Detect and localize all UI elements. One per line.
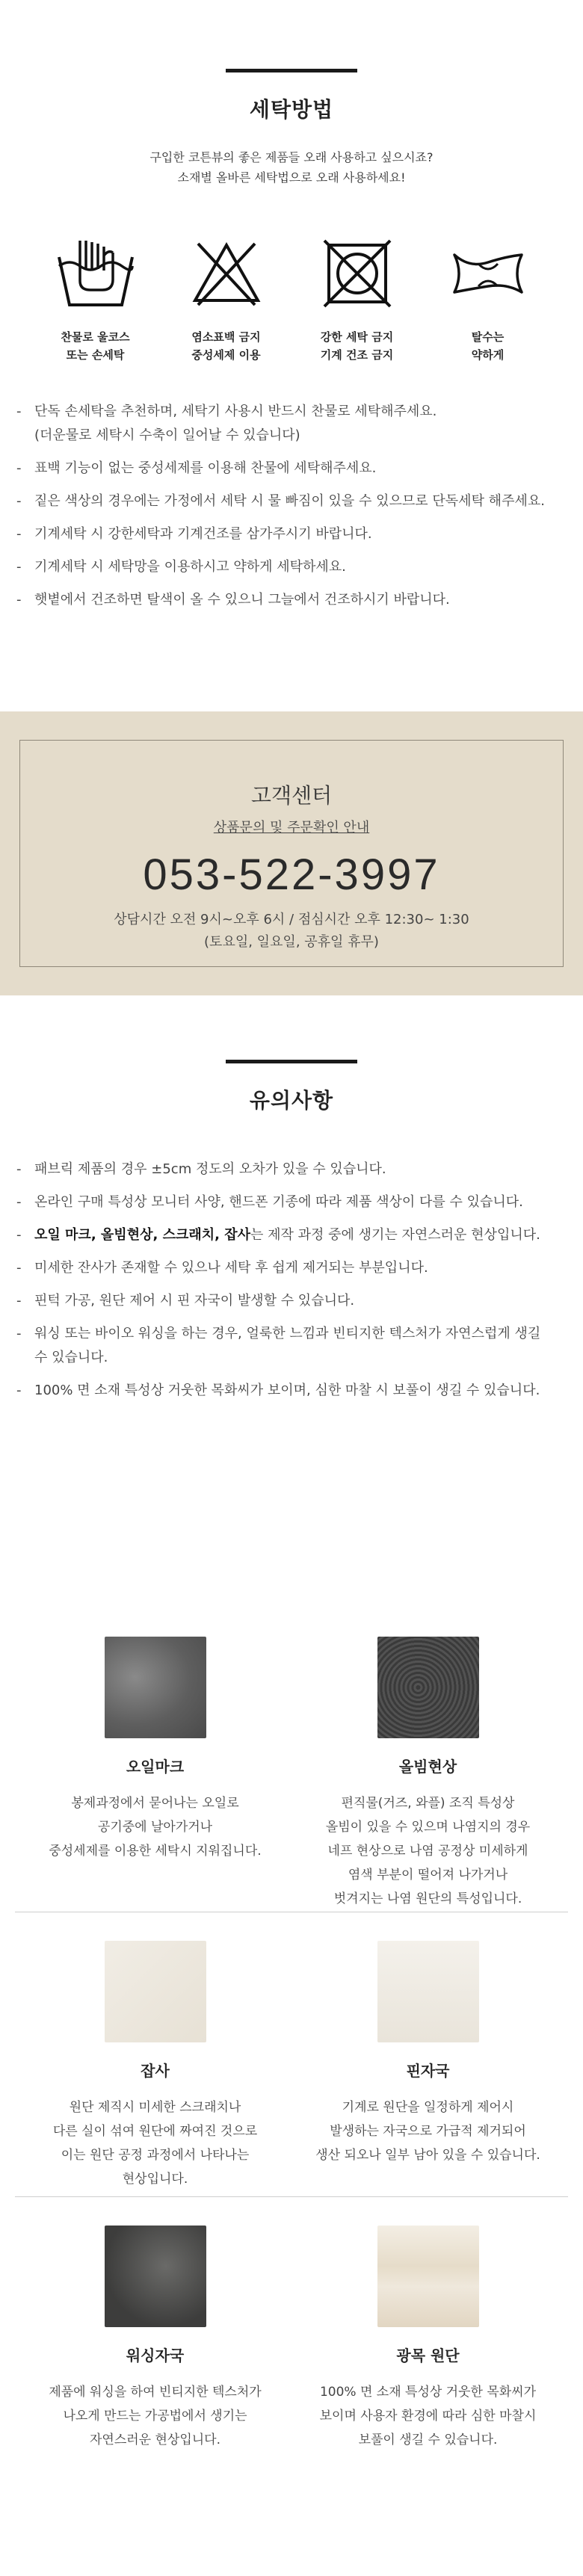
stray-thread-photo (105, 1941, 206, 2042)
pin-mark-photo (377, 1941, 479, 2042)
note-bullet: - 핀턱 가공, 원단 제어 시 핀 자국이 발생할 수 있습니다. (13, 1289, 552, 1313)
washing-mark-photo (105, 2226, 206, 2327)
no-tumble-dry-icon (320, 236, 395, 311)
wash-icon-caption: 중성세제 이용 (191, 348, 261, 362)
section-divider-bar (226, 69, 357, 72)
gallery-item-title: 잡사 (141, 2062, 170, 2080)
wash-icon-item (40, 232, 152, 364)
wash-bullet: - 표백 기능이 없는 중성세제를 이용해 찬물에 세탁해주세요. (13, 457, 552, 481)
gallery-item: 잡사 원단 제직시 미세한 스크래치나 다른 실이 섞여 원단에 짜여진 것으로 이는 원단 공정 과정에서 나타나는 현상입니다. (19, 1941, 292, 2196)
gallery-item-title: 광목 원단 (396, 2347, 460, 2365)
wash-intro-line: 소재별 올바른 세탁법으로 오래 사용하세요! (177, 170, 406, 185)
wash-icon-caption: 찬물로 울코스 (61, 330, 130, 344)
wash-intro (0, 147, 583, 188)
inquiry-link[interactable]: 상품문의 및 주문확인 안내 (213, 820, 370, 835)
wash-intro-line: 구입한 코튼뷰의 좋은 제품들 오래 사용하고 싶으시죠? (149, 150, 434, 164)
note-bullet: - 패브릭 제품의 경우 ±5cm 정도의 오차가 있을 수 있습니다. (13, 1158, 552, 1182)
fabric-characteristics-gallery (0, 1637, 583, 2447)
spin-dry-icon (447, 247, 529, 300)
customer-center-title: 고객센터 (250, 783, 333, 808)
customer-center-section (0, 711, 583, 995)
notes-title: 유의사항 (249, 1088, 334, 1113)
gallery-item: 워싱자국 제품에 워싱을 하여 빈티지한 텍스처가 나오게 만드는 가공법에서 생기는 자연스러운 현상입니다. (19, 2226, 292, 2421)
notes-bullet-list (13, 1158, 552, 1403)
gallery-item-title: 워싱자국 (126, 2347, 185, 2365)
wash-bullet: - 단독 손세탁을 추천하며, 세탁기 사용시 반드시 찬물로 세탁해주세요. (더운물로 세탁시 수축이 일어날 수 있습니다) (13, 400, 552, 448)
note-bullet: - 워싱 또는 바이오 워싱을 하는 경우, 얼룩한 느낌과 빈티지한 텍스처가 자연스럽게 생길 수 있습니다. (13, 1322, 552, 1370)
wash-icons (30, 232, 553, 364)
wash-icon-item (301, 232, 413, 364)
note-bullet: - 온라인 구매 특성상 모니터 사양, 핸드폰 기종에 따라 제품 색상이 다를 수 있습니다. (13, 1190, 552, 1214)
wash-icon-caption: 강한 세탁 금지 (320, 330, 394, 344)
note-bullet: - 미세한 잔사가 존재할 수 있으나 세탁 후 쉽게 제거되는 부분입니다. (13, 1256, 552, 1280)
note-bullet: - 오일 마크, 올빔현상, 스크래치, 잡사는 제작 과정 중에 생기는 자연스러운 현상입니다. (13, 1223, 552, 1247)
gallery-item: 핀자국 기계로 원단을 일정하게 제어시 발생하는 자국으로 가급적 제거되어 생산 되오나 일부 남아 있을 수 있습니다. (292, 1941, 564, 2196)
note-bold-terms: 오일 마크, 올빔현상, 스크래치, 잡사 (34, 1227, 251, 1243)
wash-icon-caption: 기계 건조 금지 (320, 348, 394, 362)
phone-number[interactable]: 053-522-3997 (143, 850, 440, 899)
pilling-photo (377, 1637, 479, 1738)
wash-icon-caption: 염소표백 금지 (191, 330, 261, 344)
business-hours: 상담시간 오전 9시~오후 6시 / 점심시간 오후 12:30~ 1:30 (114, 912, 469, 927)
wash-icon-item (432, 232, 544, 364)
wash-bullet-list (13, 400, 552, 612)
wash-icon-caption: 탈수는 (471, 330, 505, 344)
wash-bullet: - 기계세탁 시 강한세탁과 기계건조를 삼가주시기 바랍니다. (13, 522, 552, 546)
wash-section (0, 69, 583, 621)
oil-mark-photo (105, 1637, 206, 1738)
gallery-item-title: 핀자국 (406, 2062, 450, 2080)
wash-bullet: - 햇볕에서 건조하면 탈색이 올 수 있으니 그늘에서 건조하시기 바랍니다. (13, 588, 552, 612)
wash-icon-caption: 또는 손세탁 (66, 348, 125, 362)
customer-center-box (19, 740, 564, 967)
gallery-item: 광목 원단 100% 면 소재 특성상 거웃한 목화씨가 보이며 사용자 환경에 따라 심한 마찰시 보풀이 생길 수 있습니다. (292, 2226, 564, 2421)
holiday-note: (토요일, 일요일, 공휴일 휴무) (204, 934, 379, 950)
hand-wash-icon (55, 236, 137, 311)
wash-title: 세탁방법 (249, 97, 334, 122)
gallery-item-title: 올빔현상 (398, 1758, 457, 1776)
wash-icon-caption: 약하게 (471, 348, 505, 362)
note-bullet: - 100% 면 소재 특성상 거웃한 목화씨가 보이며, 심한 마찰 시 보풀이 생길 수 있습니다. (13, 1379, 552, 1403)
wash-bullet: - 기계세탁 시 세탁망을 이용하시고 약하게 세탁하세요. (13, 555, 552, 579)
wash-bullet: - 짙은 색상의 경우에는 가정에서 세탁 시 물 빠짐이 있을 수 있으므로 단독세탁 해주세요. (13, 489, 552, 513)
cotton-fabric-photo (377, 2226, 479, 2327)
wash-icon-item (170, 232, 283, 364)
gallery-item: 올빔현상 편직물(거즈, 와플) 조직 특성상 올빔이 있을 수 있으며 나염지의 경우 네프 현상으로 나염 공정상 미세하게 염색 부분이 떨어져 나가거나 벗겨지는 나염 원단의 특성입니다. (292, 1637, 564, 1906)
notes-section (0, 1060, 583, 1412)
section-divider-bar (226, 1060, 357, 1063)
no-bleach-icon (189, 236, 264, 311)
gallery-item-title: 오일마크 (126, 1758, 185, 1776)
gallery-item: 오일마크 봉제과정에서 묻어나는 오일로 공기중에 날아가거나 중성세제를 이용한 세탁시 지워집니다. (19, 1637, 292, 1906)
